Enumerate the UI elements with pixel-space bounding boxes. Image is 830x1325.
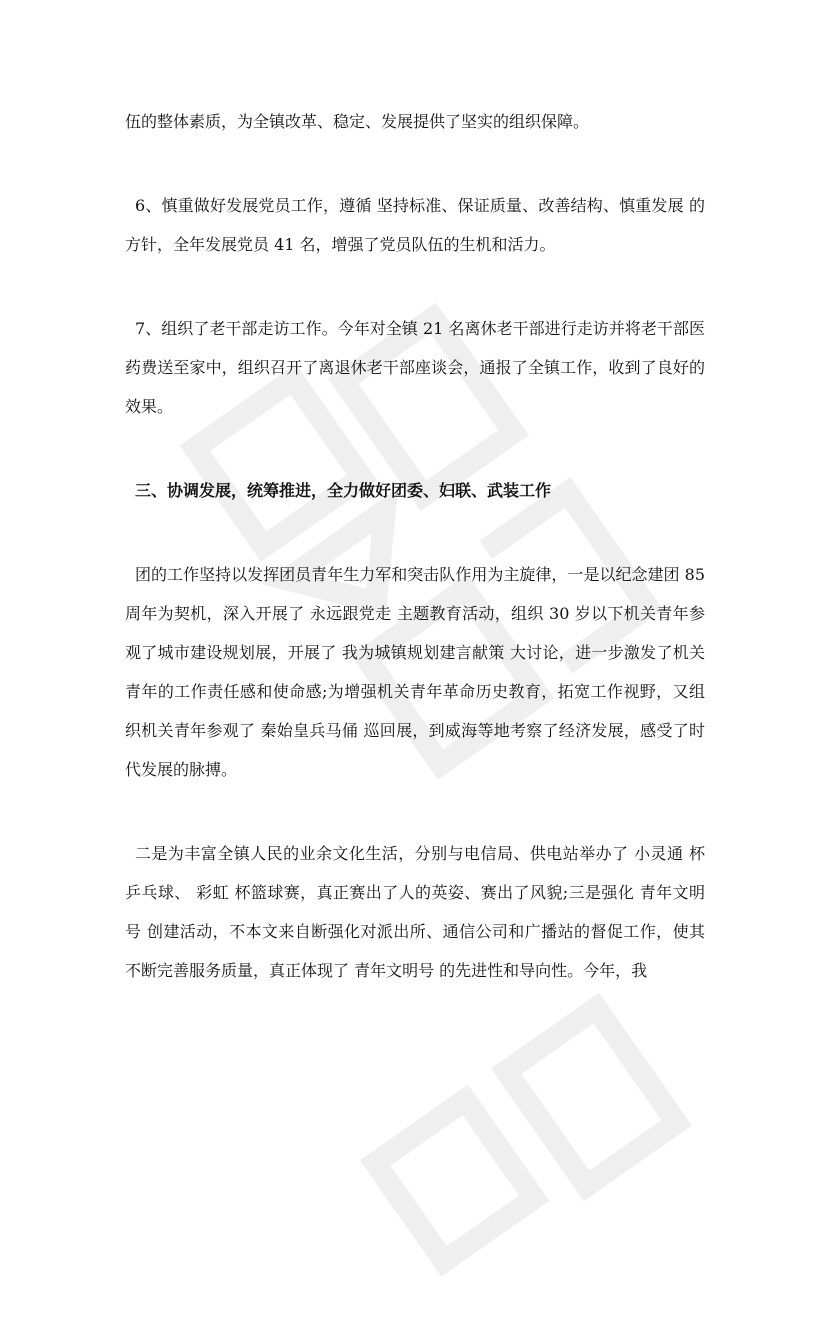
paragraph-continuation: 伍的整体素质，为全镇改革、稳定、发展提供了坚实的组织保障。 xyxy=(125,112,590,131)
document-body xyxy=(125,102,705,1035)
paragraph-youth-league: 团的工作坚持以发挥团员青年生力军和突击队作用为主旋律，一是以纪念建团 85 周年为契机，深入开展了 永远跟党走 主题教育活动，组织 30 岁以下机关青年参观了城市建设规划展，开展了 我为城镇规划建言献策 大讨论，进一步激发了机关青年的工作责任感和使命感;为增强机关青年革命历史教育，拓宽工作视野，又组织机关青年参观了 秦始皇兵马俑 巡回展，到威海等地考察了经济发展，感受了时代发展的脉搏。 xyxy=(125,565,705,779)
paragraph-item-7: 7、组织了老干部走访工作。今年对全镇 21 名离休老干部进行走访并将老干部医药费送至家中，组织召开了离退休老干部座谈会，通报了全镇工作，收到了良好的效果。 xyxy=(125,319,705,416)
paragraph-culture-activities: 二是为丰富全镇人民的业余文化生活，分别与电信局、供电站举办了 小灵通 杯乒乓球、 彩虹 杯篮球赛，真正赛出了人的英姿、赛出了风貌;三是强化 青年文明号 创建活动，不本文来自断强化对派出所、通信公司和广播站的督促工作，使其不断完善服务质量，真正体现了 青年文明号 的先进性和导向性。今年，我 xyxy=(125,844,705,980)
section-heading-3: 三、协调发展，统筹推进，全力做好团委、妇联、武装工作 xyxy=(135,481,552,500)
paragraph-item-6: 6、慎重做好发展党员工作，遵循 坚持标准、保证质量、改善结构、慎重发展 的方针，全年发展党员 41 名，增强了党员队伍的生机和活力。 xyxy=(125,196,705,254)
